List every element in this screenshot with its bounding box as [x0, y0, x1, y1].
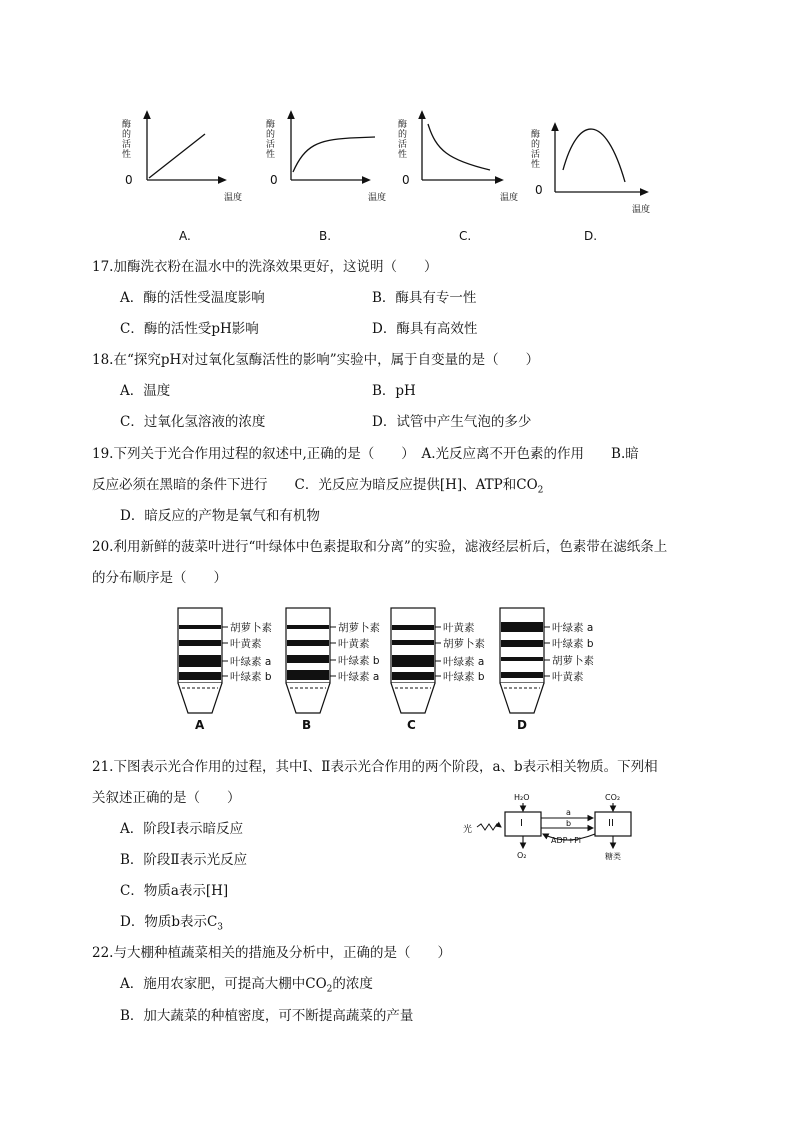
diagram-co2: CO₂ — [605, 793, 621, 802]
strip-b — [286, 608, 336, 713]
q21-option-c[interactable]: C．物质a表示[H] — [120, 883, 229, 899]
q21-option-d-text: D．物质b表示C — [120, 914, 218, 930]
curve-b — [293, 137, 375, 172]
stage-1-box — [505, 812, 541, 836]
graph-b-ylabel: 酶的活性 — [266, 120, 276, 160]
q22-option-a-text: A．施用农家肥，可提高大棚中CO — [120, 976, 327, 992]
diagram-light: 光 — [463, 825, 473, 835]
graph-c-zero: 0 — [402, 173, 410, 187]
graph-c — [422, 114, 500, 180]
q22-option-a-sub: 2 — [326, 984, 333, 995]
strip-d-band-2: 叶绿素 b — [552, 638, 594, 650]
q22-option-b[interactable]: B．加大蔬菜的种植密度，可不断提高蔬菜的产量 — [120, 1008, 414, 1024]
strip-c-band-4: 叶绿素 b — [443, 671, 485, 683]
graph-a-zero: 0 — [125, 173, 133, 187]
strip-a-letter[interactable]: A — [195, 718, 205, 732]
strip-c-band-2: 胡萝卜素 — [443, 638, 485, 650]
graph-d-zero: 0 — [535, 183, 543, 197]
strip-b-band-3: 叶绿素 b — [338, 655, 380, 667]
chromatography-strips — [0, 600, 794, 740]
enzyme-graphs — [0, 0, 794, 250]
q20-line1: 20.利用新鲜的菠菜叶进行“叶绿体中色素提取和分离”的实验，滤液经层析后，色素带在滤纸条上 — [92, 539, 668, 555]
q18-option-b[interactable]: B．pH — [372, 383, 416, 399]
q22-stem: 22.与大棚种植蔬菜相关的措施及分析中，正确的是（ ） — [92, 945, 451, 961]
q19-line2-text: 反应必须在黑暗的条件下进行 C．光反应为暗反应提供[H]、ATP和CO — [92, 477, 538, 493]
graph-c-xlabel: 温度 — [500, 193, 519, 203]
strip-c-band-1: 叶黄素 — [443, 622, 475, 634]
strip-d-band-1: 叶绿素 a — [552, 622, 594, 634]
strip-b-band-2: 叶黄素 — [338, 638, 370, 650]
strip-a-band-3: 叶绿素 a — [230, 656, 272, 668]
graph-a-xlabel: 温度 — [224, 193, 243, 203]
graph-b-xlabel: 温度 — [368, 193, 387, 203]
q17-option-b[interactable]: B．酶具有专一性 — [372, 290, 477, 306]
strip-d-band-3: 胡萝卜素 — [552, 655, 594, 667]
graph-d — [555, 126, 645, 192]
photosynthesis-diagram — [455, 788, 655, 878]
q17-option-c[interactable]: C．酶的活性受pH影响 — [120, 321, 259, 337]
q20-line2: 的分布顺序是（ ） — [92, 570, 227, 586]
graph-d-option: D. — [584, 229, 598, 243]
q21-option-a[interactable]: A．阶段Ⅰ表示暗反应 — [120, 821, 244, 837]
curve-d — [563, 129, 625, 182]
q21-line2: 关叙述正确的是（ ） — [92, 790, 241, 806]
q19-line2-sub: 2 — [537, 485, 544, 496]
diagram-h2o: H₂O — [514, 793, 530, 802]
strip-a-band-4: 叶绿素 b — [230, 671, 272, 683]
graph-d-xlabel: 温度 — [632, 205, 651, 215]
diagram-o2: O₂ — [517, 851, 527, 860]
q17-option-d[interactable]: D．酶具有高效性 — [372, 321, 478, 337]
q17-stem: 17.加酶洗衣粉在温水中的洗涤效果更好，这说明（ ） — [92, 259, 438, 275]
q19-option-d[interactable]: D．暗反应的产物是氧气和有机物 — [120, 508, 320, 524]
q18-stem: 18.在“探究pH对过氧化氢酶活性的影响”实验中，属于自变量的是（ ） — [92, 352, 540, 368]
strip-a — [178, 608, 228, 713]
diagram-stage-2: II — [608, 818, 614, 829]
q21-line1: 21.下图表示光合作用的过程，其中Ⅰ、Ⅱ表示光合作用的两个阶段，a、b表示相关物质。下列相 — [92, 759, 658, 775]
q21-option-d-sub: 3 — [217, 922, 224, 933]
strip-b-letter[interactable]: B — [302, 718, 312, 732]
q19-line1: 19.下列关于光合作用过程的叙述中,正确的是（ ） A.光反应离不开色素的作用 B.暗 — [92, 446, 639, 462]
strip-a-band-1: 胡萝卜素 — [230, 622, 272, 634]
q18-option-d[interactable]: D．试管中产生气泡的多少 — [372, 414, 532, 430]
strip-b-band-4: 叶绿素 a — [338, 671, 380, 683]
diagram-sugar: 糖类 — [605, 852, 621, 861]
curve-a — [149, 134, 205, 178]
graph-b — [291, 114, 375, 180]
diagram-a: a — [566, 808, 571, 817]
graph-c-ylabel: 酶的活性 — [398, 120, 408, 160]
diagram-stage-1: I — [520, 818, 523, 829]
q22-option-a[interactable] — [120, 975, 373, 999]
diagram-adp: ADP+Pi — [551, 836, 582, 845]
graph-b-zero: 0 — [270, 173, 278, 187]
strip-a-band-2: 叶黄素 — [230, 638, 262, 650]
graph-a-ylabel: 酶的活性 — [122, 120, 132, 160]
strip-d-band-4: 叶黄素 — [552, 671, 584, 683]
q19-line2 — [92, 476, 543, 500]
graph-a-option: A. — [179, 229, 191, 243]
strip-d — [500, 608, 550, 713]
strip-d-letter[interactable]: D — [517, 718, 527, 732]
graph-d-ylabel: 酶的活性 — [531, 130, 541, 170]
diagram-b: b — [566, 819, 572, 828]
graph-b-option: B. — [319, 229, 332, 243]
q21-option-b[interactable]: B．阶段Ⅱ表示光反应 — [120, 852, 248, 868]
graph-c-option: C. — [459, 229, 472, 243]
q21-option-d[interactable] — [120, 913, 223, 937]
strip-c-band-3: 叶绿素 a — [443, 656, 485, 668]
strip-c-letter[interactable]: C — [407, 718, 416, 732]
graph-a — [147, 114, 223, 180]
curve-c — [428, 124, 490, 170]
q17-option-a[interactable]: A．酶的活性受温度影响 — [120, 290, 265, 306]
q22-option-a-tail: 的浓度 — [332, 976, 373, 992]
strip-b-band-1: 胡萝卜素 — [338, 622, 380, 634]
strip-c — [391, 608, 441, 713]
light-arrow — [477, 824, 501, 830]
q18-option-c[interactable]: C．过氧化氢溶液的浓度 — [120, 414, 266, 430]
q18-option-a[interactable]: A．温度 — [120, 383, 171, 399]
